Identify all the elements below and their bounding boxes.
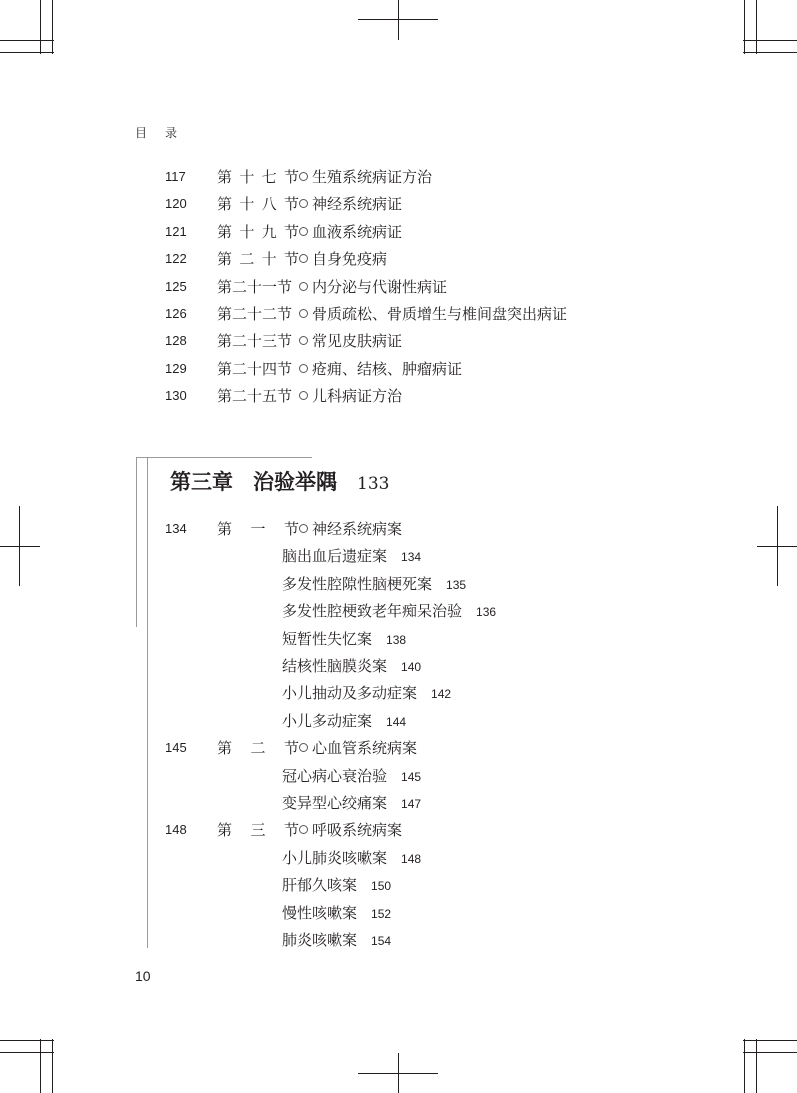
toc-sub-entry[interactable] bbox=[282, 710, 406, 732]
case-page-number: 142 bbox=[431, 687, 452, 702]
section-label-part: 节 bbox=[283, 821, 299, 840]
toc-page-number: 134 bbox=[165, 521, 187, 536]
toc-page-number: 121 bbox=[165, 223, 187, 239]
toc-page-number: 126 bbox=[165, 306, 187, 321]
toc-sub-entry[interactable] bbox=[282, 655, 421, 677]
toc-page-number: 122 bbox=[165, 251, 187, 267]
section-label-part: 节 bbox=[283, 250, 299, 269]
circle-icon bbox=[299, 825, 308, 834]
section-label-part: 第二十二节 bbox=[217, 305, 293, 323]
section-label-part: 十 bbox=[261, 250, 277, 269]
section-label-part: 第 bbox=[217, 195, 233, 214]
toc-sub-entry[interactable] bbox=[282, 545, 421, 567]
crop-mark bbox=[19, 506, 20, 586]
case-title: 脑出血后遗症案 bbox=[282, 547, 388, 566]
case-title: 冠心病心衰治验 bbox=[282, 766, 388, 785]
section-title: 内分泌与代谢性病证 bbox=[312, 277, 448, 296]
chapter-rule bbox=[136, 457, 137, 627]
section-label bbox=[217, 303, 299, 325]
case-page-number: 144 bbox=[386, 714, 407, 729]
section-label-part: 第二十一节 bbox=[217, 277, 293, 296]
crop-mark bbox=[40, 0, 41, 54]
section-title: 自身免疫病 bbox=[312, 250, 388, 269]
section-label bbox=[217, 737, 299, 759]
crop-mark bbox=[52, 0, 53, 54]
section-title: 儿科病证方治 bbox=[312, 387, 403, 406]
toc-sub-entry[interactable] bbox=[282, 628, 406, 650]
section-label-part: 第 bbox=[217, 250, 233, 269]
crop-mark bbox=[743, 1052, 797, 1053]
section-label bbox=[217, 166, 299, 188]
section-label-part: 第二十四节 bbox=[217, 359, 293, 378]
section-label-part: 第 bbox=[217, 222, 233, 241]
toc-sub-entry[interactable] bbox=[282, 765, 421, 787]
crop-mark bbox=[0, 546, 40, 547]
case-title: 肺炎咳嗽案 bbox=[282, 931, 358, 949]
crop-mark bbox=[0, 1052, 54, 1053]
toc-sub-entry[interactable] bbox=[282, 874, 391, 896]
toc-sub-entry[interactable] bbox=[282, 682, 451, 704]
case-title: 结核性脑膜炎案 bbox=[282, 657, 388, 675]
section-label bbox=[217, 518, 299, 540]
section-title: 呼吸系统病案 bbox=[312, 821, 403, 840]
section-label-part: 第二十五节 bbox=[217, 387, 293, 406]
section-label bbox=[217, 330, 299, 352]
toc-page-number: 128 bbox=[165, 333, 187, 349]
case-page-number: 138 bbox=[386, 632, 407, 647]
running-header-char: 录 bbox=[165, 126, 178, 140]
crop-mark bbox=[398, 0, 399, 40]
toc-sub-entry[interactable] bbox=[282, 847, 421, 869]
case-page-number: 148 bbox=[401, 851, 422, 866]
toc-page-number: 125 bbox=[165, 278, 187, 294]
case-page-number: 136 bbox=[476, 605, 497, 620]
case-page-number: 147 bbox=[401, 797, 422, 811]
case-title: 慢性咳嗽案 bbox=[282, 903, 358, 922]
circle-icon bbox=[299, 391, 308, 400]
case-title: 小儿多动症案 bbox=[282, 711, 373, 730]
circle-icon bbox=[299, 364, 308, 373]
case-title: 肝郁久咳案 bbox=[282, 876, 358, 895]
toc-sub-entry[interactable] bbox=[282, 929, 391, 951]
toc-sub-entry[interactable] bbox=[282, 902, 391, 924]
section-label-part: 第 bbox=[217, 739, 233, 758]
section-title: 神经系统病案 bbox=[312, 520, 403, 538]
circle-icon bbox=[299, 172, 308, 181]
crop-mark bbox=[756, 1039, 757, 1093]
section-label-part: 七 bbox=[261, 168, 277, 186]
circle-icon bbox=[299, 336, 308, 345]
case-page-number: 152 bbox=[371, 906, 392, 921]
section-label-part: 十 bbox=[239, 168, 255, 186]
toc-page-number: 130 bbox=[165, 388, 187, 404]
circle-icon bbox=[299, 524, 308, 533]
case-page-number: 145 bbox=[401, 769, 422, 784]
section-label-part: 八 bbox=[261, 195, 277, 214]
crop-mark bbox=[744, 1039, 745, 1093]
section-label bbox=[217, 248, 299, 270]
section-label-part: 节 bbox=[283, 195, 299, 214]
section-label-part: 三 bbox=[250, 821, 266, 840]
chapter-page: 133 bbox=[357, 474, 390, 494]
section-title: 生殖系统病证方治 bbox=[312, 168, 433, 186]
chapter-rule bbox=[136, 457, 312, 458]
section-label-part: 第 bbox=[217, 821, 233, 840]
section-label-part: 节 bbox=[283, 739, 299, 758]
section-label bbox=[217, 385, 299, 407]
section-label-part: 二 bbox=[250, 739, 266, 758]
circle-icon bbox=[299, 309, 308, 318]
crop-mark bbox=[52, 1039, 53, 1093]
section-label bbox=[217, 819, 299, 841]
section-title: 神经系统病证 bbox=[312, 195, 403, 214]
toc-sub-entry[interactable] bbox=[282, 573, 466, 595]
chapter-rule bbox=[147, 458, 148, 948]
section-label-part: 十 bbox=[239, 222, 255, 241]
crop-mark bbox=[40, 1039, 41, 1093]
section-label bbox=[217, 276, 299, 298]
crop-mark bbox=[0, 52, 54, 53]
crop-mark bbox=[0, 40, 54, 41]
circle-icon bbox=[299, 282, 308, 291]
crop-mark bbox=[756, 0, 757, 54]
circle-icon bbox=[299, 743, 308, 752]
crop-mark bbox=[398, 1053, 399, 1093]
crop-mark bbox=[743, 52, 797, 53]
case-title: 多发性腔隙性脑梗死案 bbox=[282, 574, 433, 593]
crop-mark bbox=[743, 1040, 797, 1041]
chapter-title: 治验举隅 bbox=[253, 469, 337, 494]
toc-page-number: 145 bbox=[165, 740, 187, 756]
toc-page-number: 120 bbox=[165, 196, 187, 212]
running-header-char: 目 bbox=[135, 126, 148, 140]
case-page-number: 150 bbox=[371, 879, 392, 894]
circle-icon bbox=[299, 254, 308, 263]
section-label-part: 二 bbox=[239, 250, 255, 269]
toc-page-number: 117 bbox=[165, 169, 186, 184]
section-label bbox=[217, 193, 299, 215]
case-title: 变异型心绞痛案 bbox=[282, 794, 388, 812]
circle-icon bbox=[299, 199, 308, 208]
case-page-number: 135 bbox=[446, 577, 467, 592]
section-label bbox=[217, 358, 299, 380]
crop-mark bbox=[0, 1040, 54, 1041]
running-header bbox=[135, 124, 177, 141]
section-label-part: 第二十三节 bbox=[217, 332, 293, 351]
section-title: 骨质疏松、骨质增生与椎间盘突出病证 bbox=[312, 305, 568, 323]
section-label-part: 节 bbox=[283, 168, 299, 186]
circle-icon bbox=[299, 227, 308, 236]
section-label-part: 节 bbox=[283, 222, 299, 241]
case-page-number: 140 bbox=[401, 660, 422, 674]
section-title: 心血管系统病案 bbox=[312, 739, 418, 758]
chapter-heading[interactable] bbox=[170, 466, 389, 496]
crop-mark bbox=[743, 40, 797, 41]
crop-mark bbox=[777, 506, 778, 586]
toc-page-number: 148 bbox=[165, 822, 187, 838]
case-title: 小儿肺炎咳嗽案 bbox=[282, 848, 388, 867]
section-title: 血液系统病证 bbox=[312, 222, 403, 241]
case-page-number: 134 bbox=[401, 550, 422, 565]
case-title: 短暂性失忆案 bbox=[282, 629, 373, 648]
section-label-part: 九 bbox=[261, 222, 277, 241]
section-title: 疮痈、结核、肿瘤病证 bbox=[312, 359, 463, 378]
toc-page-number: 129 bbox=[165, 360, 187, 376]
case-title: 小儿抽动及多动症案 bbox=[282, 684, 418, 703]
section-label bbox=[217, 221, 299, 243]
section-label-part: 一 bbox=[250, 520, 266, 538]
case-page-number: 154 bbox=[371, 934, 392, 948]
section-label-part: 十 bbox=[239, 195, 255, 214]
case-title: 多发性腔梗致老年痴呆治验 bbox=[282, 602, 463, 621]
section-label-part: 节 bbox=[283, 520, 299, 538]
crop-mark bbox=[744, 0, 745, 54]
section-label-part: 第 bbox=[217, 520, 233, 538]
page-number: 10 bbox=[135, 968, 151, 984]
chapter-number: 第三章 bbox=[170, 469, 233, 494]
toc-sub-entry[interactable] bbox=[282, 600, 496, 622]
section-title: 常见皮肤病证 bbox=[312, 332, 403, 351]
section-label-part: 第 bbox=[217, 168, 233, 186]
toc-sub-entry[interactable] bbox=[282, 792, 421, 814]
